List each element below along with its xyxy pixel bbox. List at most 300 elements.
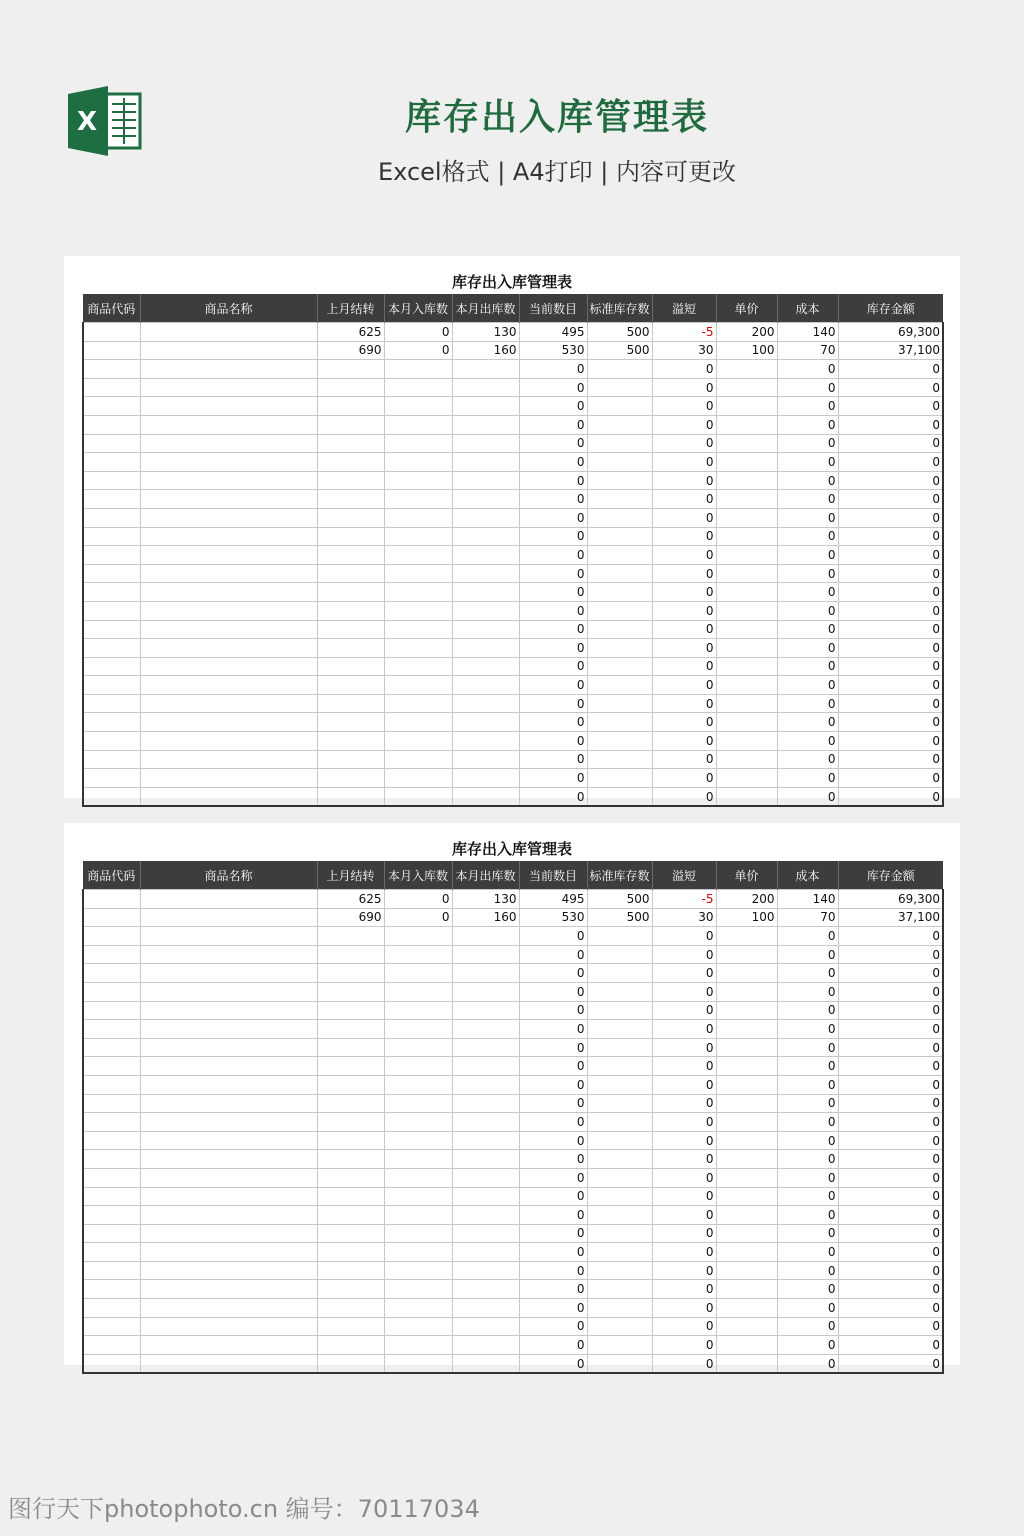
table-cell[interactable] [716,527,777,546]
table-cell[interactable] [317,713,384,732]
table-cell[interactable] [587,1075,652,1094]
table-cell[interactable]: 0 [652,434,716,453]
table-cell[interactable] [452,1094,519,1113]
table-cell[interactable]: 0 [838,1168,943,1187]
table-cell[interactable]: 0 [652,1187,716,1206]
table-cell[interactable]: 625 [317,323,384,342]
table-cell[interactable] [140,471,317,490]
table-cell[interactable] [317,1261,384,1280]
table-cell[interactable] [317,787,384,806]
table-cell[interactable] [83,1168,140,1187]
table-cell[interactable]: 0 [777,1206,838,1225]
table-cell[interactable] [317,1001,384,1020]
table-cell[interactable] [140,1094,317,1113]
table-cell[interactable]: 0 [838,1020,943,1039]
table-cell[interactable]: 0 [777,508,838,527]
table-cell[interactable]: 0 [777,1020,838,1039]
table-cell[interactable]: 0 [838,601,943,620]
table-cell[interactable]: 0 [519,453,587,472]
table-cell[interactable] [452,1038,519,1057]
table-cell[interactable]: 0 [838,676,943,695]
table-cell[interactable] [716,945,777,964]
table-cell[interactable]: 0 [838,564,943,583]
table-cell[interactable] [140,397,317,416]
table-cell[interactable]: 0 [838,713,943,732]
table-cell[interactable] [140,1224,317,1243]
table-cell[interactable] [140,1131,317,1150]
table-cell[interactable]: 0 [777,1057,838,1076]
table-cell[interactable]: 0 [838,583,943,602]
table-cell[interactable] [83,397,140,416]
table-cell[interactable] [384,787,452,806]
table-cell[interactable] [83,1150,140,1169]
table-cell[interactable] [587,769,652,788]
table-cell[interactable] [452,378,519,397]
table-cell[interactable]: 0 [519,1299,587,1318]
table-cell[interactable]: 0 [652,378,716,397]
table-cell[interactable]: 0 [519,508,587,527]
table-cell[interactable] [140,1057,317,1076]
table-cell[interactable] [716,750,777,769]
table-cell[interactable]: 0 [652,508,716,527]
table-cell[interactable] [384,1020,452,1039]
table-cell[interactable]: 0 [838,769,943,788]
table-cell[interactable]: 0 [652,453,716,472]
table-cell[interactable]: 0 [652,1224,716,1243]
table-cell[interactable] [140,360,317,379]
table-cell[interactable] [452,1168,519,1187]
table-cell[interactable]: 0 [652,750,716,769]
table-cell[interactable] [140,564,317,583]
table-cell[interactable]: 160 [452,341,519,360]
table-cell[interactable] [384,1261,452,1280]
table-cell[interactable] [384,1280,452,1299]
table-cell[interactable] [317,1224,384,1243]
table-cell[interactable] [384,713,452,732]
table-cell[interactable] [452,583,519,602]
table-cell[interactable] [83,1354,140,1373]
table-cell[interactable] [452,732,519,751]
table-cell[interactable]: 0 [519,1001,587,1020]
table-cell[interactable] [716,639,777,658]
table-cell[interactable] [317,397,384,416]
table-cell[interactable] [587,1131,652,1150]
table-cell[interactable]: 0 [652,982,716,1001]
table-cell[interactable] [587,471,652,490]
table-cell[interactable] [384,1206,452,1225]
table-cell[interactable] [587,750,652,769]
table-cell[interactable]: 0 [838,927,943,946]
table-cell[interactable] [317,750,384,769]
table-cell[interactable] [317,546,384,565]
table-cell[interactable] [587,564,652,583]
table-cell[interactable] [384,1150,452,1169]
table-cell[interactable] [317,927,384,946]
table-cell[interactable]: 0 [519,750,587,769]
table-cell[interactable] [716,927,777,946]
table-cell[interactable]: 0 [777,471,838,490]
table-cell[interactable] [452,1280,519,1299]
table-cell[interactable] [384,769,452,788]
table-cell[interactable]: 0 [777,1001,838,1020]
table-cell[interactable] [716,694,777,713]
table-cell[interactable] [83,945,140,964]
table-cell[interactable]: 140 [777,890,838,909]
table-cell[interactable]: 0 [519,1206,587,1225]
table-cell[interactable] [587,713,652,732]
table-cell[interactable] [140,713,317,732]
table-cell[interactable] [83,341,140,360]
table-cell[interactable] [317,732,384,751]
table-cell[interactable]: 0 [838,732,943,751]
table-cell[interactable] [140,1336,317,1355]
table-cell[interactable] [452,713,519,732]
table-cell[interactable] [452,1075,519,1094]
table-cell[interactable]: 0 [777,945,838,964]
table-cell[interactable] [83,657,140,676]
table-cell[interactable]: 0 [838,378,943,397]
table-cell[interactable] [452,1057,519,1076]
table-cell[interactable]: 530 [519,908,587,927]
table-cell[interactable]: 0 [652,527,716,546]
table-cell[interactable]: 0 [777,657,838,676]
table-cell[interactable]: 0 [777,1280,838,1299]
table-cell[interactable] [452,945,519,964]
table-cell[interactable]: 0 [652,1113,716,1132]
table-cell[interactable] [452,1243,519,1262]
table-cell[interactable] [716,415,777,434]
table-cell[interactable] [83,787,140,806]
table-cell[interactable] [716,490,777,509]
table-cell[interactable]: 0 [652,1075,716,1094]
table-cell[interactable]: 0 [838,657,943,676]
table-cell[interactable] [83,1261,140,1280]
table-cell[interactable] [452,1020,519,1039]
table-cell[interactable] [83,1317,140,1336]
table-cell[interactable]: 0 [838,750,943,769]
table-cell[interactable] [716,378,777,397]
table-cell[interactable]: 0 [777,1224,838,1243]
table-cell[interactable] [317,945,384,964]
table-cell[interactable]: 0 [652,360,716,379]
table-cell[interactable] [317,471,384,490]
table-cell[interactable] [317,1150,384,1169]
table-cell[interactable]: 0 [519,434,587,453]
table-cell[interactable] [452,964,519,983]
table-cell[interactable] [83,508,140,527]
table-cell[interactable] [587,434,652,453]
table-cell[interactable] [140,341,317,360]
table-cell[interactable] [140,1075,317,1094]
table-cell[interactable]: 0 [519,1150,587,1169]
table-cell[interactable]: 0 [777,1168,838,1187]
table-cell[interactable] [83,1187,140,1206]
table-cell[interactable] [716,1261,777,1280]
table-cell[interactable]: 0 [519,490,587,509]
table-cell[interactable] [140,415,317,434]
table-cell[interactable]: 0 [838,415,943,434]
table-cell[interactable] [140,620,317,639]
table-cell[interactable] [140,750,317,769]
table-cell[interactable]: 0 [777,713,838,732]
table-cell[interactable]: 0 [777,927,838,946]
table-cell[interactable] [140,527,317,546]
table-cell[interactable]: 0 [519,1075,587,1094]
table-cell[interactable]: 69,300 [838,323,943,342]
table-cell[interactable]: 0 [777,360,838,379]
table-cell[interactable]: 0 [519,1094,587,1113]
table-cell[interactable]: 0 [519,1113,587,1132]
table-cell[interactable] [452,564,519,583]
table-cell[interactable] [384,750,452,769]
table-cell[interactable] [452,676,519,695]
table-cell[interactable]: 0 [519,1224,587,1243]
table-cell[interactable] [452,620,519,639]
table-cell[interactable] [140,1206,317,1225]
table-cell[interactable] [587,1206,652,1225]
table-cell[interactable]: 0 [519,639,587,658]
table-cell[interactable]: 495 [519,890,587,909]
table-cell[interactable] [140,657,317,676]
table-cell[interactable] [384,583,452,602]
table-cell[interactable]: 0 [519,927,587,946]
table-cell[interactable] [140,323,317,342]
table-cell[interactable] [452,769,519,788]
table-cell[interactable] [716,1150,777,1169]
table-cell[interactable]: 0 [838,1150,943,1169]
table-cell[interactable] [83,1038,140,1057]
table-cell[interactable] [716,982,777,1001]
table-cell[interactable]: 0 [652,1168,716,1187]
table-cell[interactable] [587,945,652,964]
table-cell[interactable] [384,564,452,583]
table-cell[interactable] [452,1187,519,1206]
table-cell[interactable]: 0 [384,341,452,360]
table-cell[interactable]: 0 [652,1150,716,1169]
table-cell[interactable]: 0 [777,1187,838,1206]
table-cell[interactable] [384,639,452,658]
table-cell[interactable] [317,657,384,676]
table-cell[interactable] [140,1317,317,1336]
table-cell[interactable] [716,1224,777,1243]
table-cell[interactable]: 0 [652,490,716,509]
table-cell[interactable] [587,927,652,946]
table-cell[interactable] [587,1038,652,1057]
table-cell[interactable] [317,1206,384,1225]
table-cell[interactable]: 0 [777,787,838,806]
table-cell[interactable]: 0 [519,415,587,434]
table-cell[interactable] [140,583,317,602]
table-cell[interactable]: 37,100 [838,908,943,927]
table-cell[interactable]: 0 [838,1224,943,1243]
table-cell[interactable] [716,453,777,472]
table-cell[interactable]: 0 [838,1206,943,1225]
table-cell[interactable] [587,1001,652,1020]
table-cell[interactable] [716,1131,777,1150]
table-cell[interactable] [83,769,140,788]
table-cell[interactable] [587,1336,652,1355]
table-cell[interactable]: 0 [777,1354,838,1373]
table-cell[interactable] [317,676,384,695]
table-cell[interactable]: 0 [777,694,838,713]
table-cell[interactable]: 0 [838,1075,943,1094]
table-cell[interactable] [716,1113,777,1132]
table-cell[interactable]: 0 [838,787,943,806]
table-cell[interactable] [452,527,519,546]
table-cell[interactable]: 0 [838,1243,943,1262]
table-cell[interactable] [716,1280,777,1299]
table-cell[interactable] [452,657,519,676]
table-cell[interactable] [716,1243,777,1262]
table-cell[interactable]: 0 [519,945,587,964]
table-cell[interactable] [716,1317,777,1336]
table-cell[interactable]: 0 [519,397,587,416]
table-cell[interactable] [140,1299,317,1318]
table-cell[interactable] [317,601,384,620]
table-cell[interactable]: 0 [652,1057,716,1076]
table-cell[interactable]: 0 [777,601,838,620]
table-cell[interactable]: 0 [777,676,838,695]
table-cell[interactable] [83,1243,140,1262]
table-cell[interactable] [384,1131,452,1150]
table-cell[interactable]: 0 [838,1038,943,1057]
table-cell[interactable] [317,1131,384,1150]
table-cell[interactable] [587,546,652,565]
table-cell[interactable] [716,1168,777,1187]
table-cell[interactable] [140,1001,317,1020]
table-cell[interactable] [140,908,317,927]
table-cell[interactable]: 0 [652,1038,716,1057]
table-cell[interactable] [384,982,452,1001]
table-cell[interactable]: 0 [777,1317,838,1336]
table-cell[interactable]: 0 [838,1299,943,1318]
table-cell[interactable]: 0 [838,982,943,1001]
table-cell[interactable] [716,1001,777,1020]
table-cell[interactable]: 0 [519,583,587,602]
table-cell[interactable] [452,1299,519,1318]
table-cell[interactable]: 0 [519,620,587,639]
table-cell[interactable] [384,490,452,509]
table-cell[interactable] [317,1057,384,1076]
table-cell[interactable] [587,964,652,983]
table-cell[interactable] [83,1131,140,1150]
table-cell[interactable] [140,453,317,472]
table-cell[interactable] [83,890,140,909]
table-cell[interactable] [452,1113,519,1132]
table-cell[interactable] [317,982,384,1001]
table-cell[interactable] [384,1354,452,1373]
table-cell[interactable]: 0 [838,1001,943,1020]
table-cell[interactable]: 30 [652,341,716,360]
table-cell[interactable] [587,787,652,806]
table-cell[interactable] [716,1038,777,1057]
table-cell[interactable]: 0 [838,694,943,713]
table-cell[interactable] [83,601,140,620]
table-cell[interactable]: 690 [317,908,384,927]
table-cell[interactable] [83,982,140,1001]
table-cell[interactable] [83,1206,140,1225]
table-cell[interactable] [140,1020,317,1039]
table-cell[interactable] [716,601,777,620]
table-cell[interactable] [716,769,777,788]
table-cell[interactable] [83,1075,140,1094]
table-cell[interactable] [587,1317,652,1336]
table-cell[interactable]: 69,300 [838,890,943,909]
table-cell[interactable] [317,564,384,583]
table-cell[interactable]: 0 [777,1299,838,1318]
table-cell[interactable] [317,1075,384,1094]
table-cell[interactable]: 0 [777,1243,838,1262]
table-cell[interactable] [452,1336,519,1355]
table-cell[interactable]: 0 [838,453,943,472]
table-cell[interactable] [140,927,317,946]
table-cell[interactable] [716,434,777,453]
table-cell[interactable] [140,601,317,620]
table-cell[interactable]: 690 [317,341,384,360]
table-cell[interactable] [587,415,652,434]
table-cell[interactable] [384,1187,452,1206]
table-cell[interactable] [140,1280,317,1299]
table-cell[interactable]: 0 [838,1094,943,1113]
table-cell[interactable] [452,508,519,527]
table-cell[interactable] [140,508,317,527]
table-cell[interactable] [317,360,384,379]
table-cell[interactable]: 0 [777,397,838,416]
table-cell[interactable]: 0 [777,546,838,565]
table-cell[interactable] [716,732,777,751]
table-cell[interactable]: 0 [652,564,716,583]
table-cell[interactable] [587,527,652,546]
table-cell[interactable]: 0 [652,601,716,620]
table-cell[interactable]: 0 [519,1038,587,1057]
table-cell[interactable] [140,1261,317,1280]
table-cell[interactable]: 0 [652,1336,716,1355]
table-cell[interactable] [716,1094,777,1113]
table-cell[interactable] [83,1057,140,1076]
table-cell[interactable]: 140 [777,323,838,342]
table-cell[interactable]: 0 [519,1057,587,1076]
table-cell[interactable]: 0 [838,1131,943,1150]
table-cell[interactable] [140,787,317,806]
table-cell[interactable]: 0 [652,1299,716,1318]
table-cell[interactable] [452,1150,519,1169]
table-cell[interactable] [384,415,452,434]
table-cell[interactable] [587,1187,652,1206]
table-cell[interactable] [587,1299,652,1318]
table-cell[interactable] [587,1243,652,1262]
table-cell[interactable]: 0 [777,982,838,1001]
table-cell[interactable]: 0 [777,415,838,434]
table-cell[interactable]: 0 [652,787,716,806]
table-cell[interactable] [317,1243,384,1262]
table-cell[interactable]: 100 [716,908,777,927]
table-cell[interactable]: 0 [652,1261,716,1280]
table-cell[interactable] [716,1187,777,1206]
table-cell[interactable] [716,713,777,732]
table-cell[interactable] [140,1150,317,1169]
table-cell[interactable]: 0 [519,964,587,983]
table-cell[interactable] [140,769,317,788]
table-cell[interactable]: 0 [652,769,716,788]
table-cell[interactable]: 0 [652,639,716,658]
table-cell[interactable] [384,927,452,946]
table-cell[interactable] [384,1224,452,1243]
table-cell[interactable] [587,1150,652,1169]
table-cell[interactable]: 625 [317,890,384,909]
table-cell[interactable]: 0 [777,964,838,983]
table-cell[interactable]: 0 [777,490,838,509]
table-cell[interactable]: 0 [652,583,716,602]
